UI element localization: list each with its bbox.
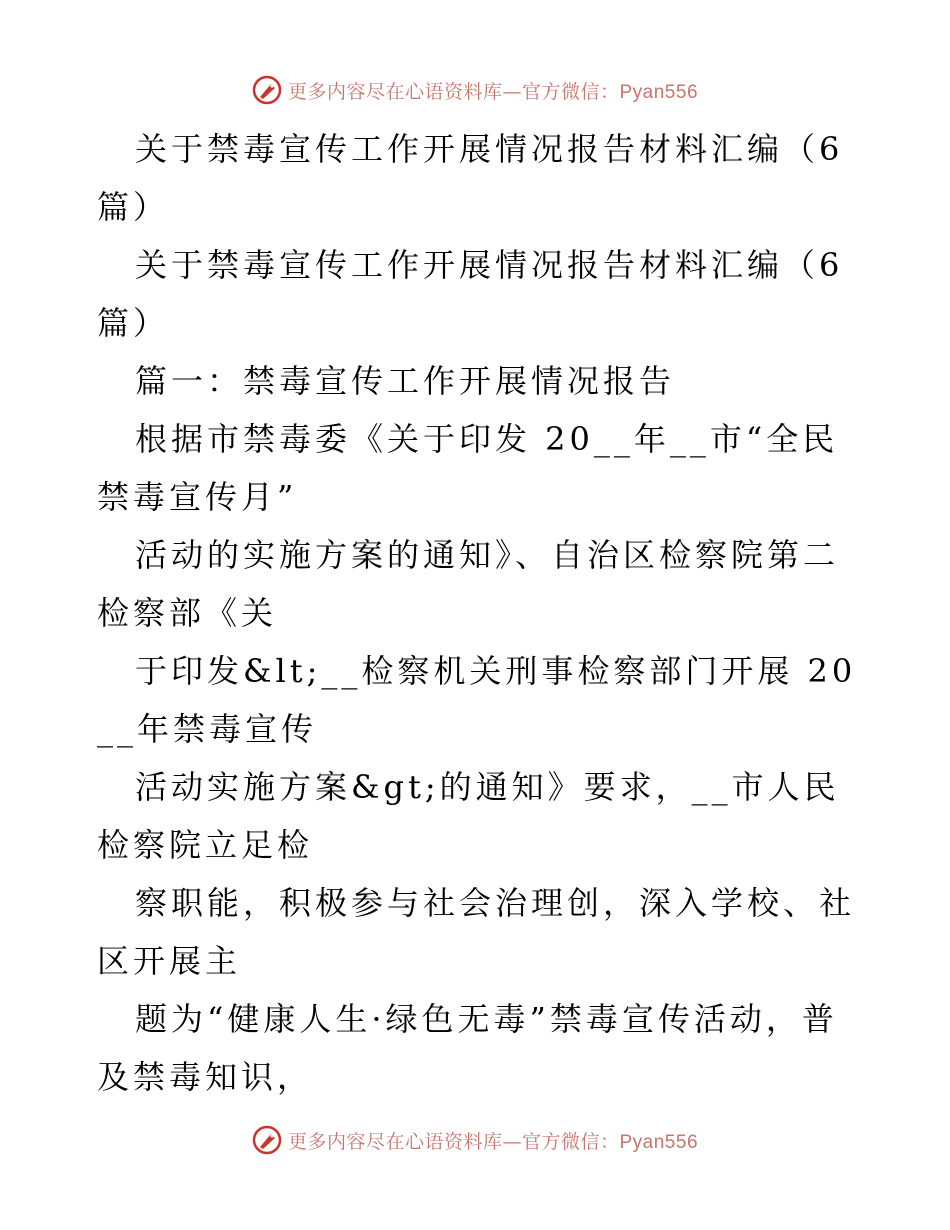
banner-account: Pyan556	[619, 81, 699, 103]
banner-text	[288, 77, 698, 104]
banner-brand-text: 更多内容尽在心语资料库—官方微信：	[287, 1130, 620, 1153]
footer-watermark-banner	[0, 1120, 950, 1160]
body-line: 察职能，积极参与社会治理创，深入学校、社区开展主	[97, 884, 856, 980]
body-line: 题为“健康人生·绿色无毒”禁毒宣传活动，普及禁毒知识，	[97, 1000, 838, 1096]
banner-text	[288, 1127, 698, 1154]
section-heading: 篇一：禁毒宣传工作开展情况报告	[135, 362, 676, 400]
doc-subtitle: 关于禁毒宣传工作开展情况报告材料汇编（6篇）	[97, 246, 844, 342]
pen-nib-logo-icon	[252, 75, 282, 105]
header-watermark-banner	[0, 70, 950, 110]
body-line: 活动实施方案&gt;的通知》要求，__市人民检察院立足检	[97, 768, 840, 864]
body-line: 活动的实施方案的通知》、自治区检察院第二检察部《关	[97, 536, 840, 632]
body-line: 根据市禁毒委《关于印发 20__年__市“全民禁毒宣传月”	[97, 420, 839, 516]
banner-brand-text: 更多内容尽在心语资料库—官方微信：	[287, 80, 620, 103]
pen-nib-logo-icon	[252, 1125, 282, 1155]
body-line: 于印发&lt;__检察机关刑事检察部门开展 20__年禁毒宣传	[97, 652, 857, 748]
document-body	[97, 120, 857, 1106]
banner-account: Pyan556	[619, 1131, 699, 1153]
doc-title: 关于禁毒宣传工作开展情况报告材料汇编（6篇）	[97, 130, 844, 226]
